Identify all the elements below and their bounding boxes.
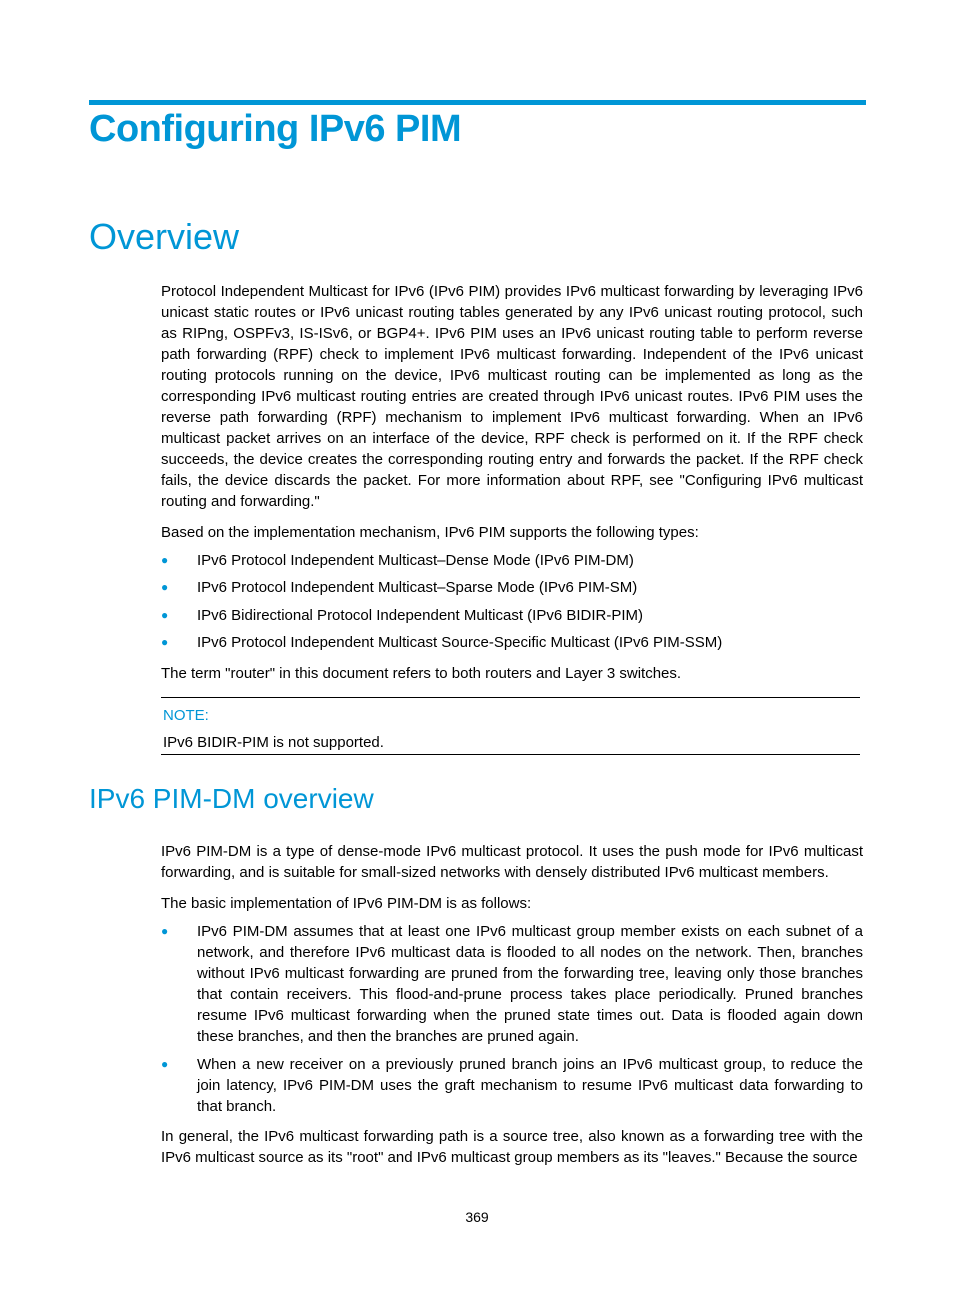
bullet-icon: ● <box>161 580 169 594</box>
chapter-rule <box>89 100 866 105</box>
pimdm-general-paragraph: In general, the IPv6 multicast forwarding path is a source tree, also known as a forwarding tree with the IPv6 multicast source as its "root" and IPv6 multicast group members as its "leaves." Because the source <box>161 1128 863 1166</box>
note-box <box>161 697 860 755</box>
list-item-text: IPv6 PIM-DM assumes that at least one IPv6 multicast group member exists on each subnet of a network, and therefore IPv6 multicast data is flooded to all nodes on the network. Then, branches without IPv6 multicast forwarding are pruned from the forwarding tree, leaving only those branches that contain receivers. This flood-and-prune process takes place periodically. Pruned branches resume IPv6 multicast forwarding when the pruned state times out. Data is flooded again down these branches, and then the branches are pruned again. <box>197 923 863 1045</box>
bullet-icon: ● <box>161 924 169 938</box>
pimdm-basic-intro-paragraph: The basic implementation of IPv6 PIM-DM is as follows: <box>161 895 532 912</box>
note-text: IPv6 BIDIR-PIM is not supported. <box>163 734 384 751</box>
list-item-text: IPv6 Protocol Independent Multicast–Dense Mode (IPv6 PIM-DM) <box>197 552 634 569</box>
chapter-title: Configuring IPv6 PIM <box>89 108 462 150</box>
list-item-text: When a new receiver on a previously pruned branch joins an IPv6 multicast group, to reduce the join latency, IPv6 PIM-DM uses the graft mechanism to resume IPv6 multicast data forwarding to that branch. <box>197 1056 863 1115</box>
note-label: NOTE: <box>163 707 209 724</box>
page-number: 369 <box>465 1209 489 1225</box>
bullet-icon: ● <box>161 635 169 649</box>
overview-intro-paragraph: Protocol Independent Multicast for IPv6 (IPv6 PIM) provides IPv6 multicast forwarding by leveraging IPv6 unicast static routes or IPv6 unicast routing tables generated by any IPv6 unicast routing protocol, such as RIPng, OSPFv3, IS-ISv6, or BGP4+. IPv6 PIM uses an IPv6 unicast routing table to perform reverse path forwarding (RPF) check to implement IPv6 multicast forwarding. Independent of the IPv6 unicast routing protocols running on the device, IPv6 multicast routing can be implemented as long as the corresponding IPv6 multicast routing entries are created through IPv6 unicast routes. IPv6 PIM uses the reverse path forwarding (RPF) mechanism to implement IPv6 multicast forwarding. When an IPv6 multicast packet arrives on an interface of the device, RPF check is performed on it. If the RPF check succeeds, the device creates the corresponding routing entry and forwards the packet. If the RPF check fails, the device discards the packet. For more information about RPF, see "Configuring IPv6 multicast routing and forwarding." <box>161 283 863 510</box>
list-item-text: IPv6 Bidirectional Protocol Independent Multicast (IPv6 BIDIR-PIM) <box>197 607 644 624</box>
router-term-paragraph: The term "router" in this document refers to both routers and Layer 3 switches. <box>161 665 682 682</box>
bullet-icon: ● <box>161 553 169 567</box>
bullet-icon: ● <box>161 1057 169 1071</box>
pimdm-intro-paragraph: IPv6 PIM-DM is a type of dense-mode IPv6 multicast protocol. It uses the push mode for IPv6 multicast forwarding, and is suitable for small-sized networks with densely distributed IPv6 multicast members. <box>161 843 863 881</box>
bullet-icon: ● <box>161 608 169 622</box>
section-title: Overview <box>89 216 240 257</box>
subsection-title: IPv6 PIM-DM overview <box>89 783 374 814</box>
types-intro-paragraph: Based on the implementation mechanism, IPv6 PIM supports the following types: <box>161 524 699 541</box>
list-item-text: IPv6 Protocol Independent Multicast–Sparse Mode (IPv6 PIM-SM) <box>197 579 638 596</box>
list-item-text: IPv6 Protocol Independent Multicast Source-Specific Multicast (IPv6 PIM-SSM) <box>197 634 723 651</box>
